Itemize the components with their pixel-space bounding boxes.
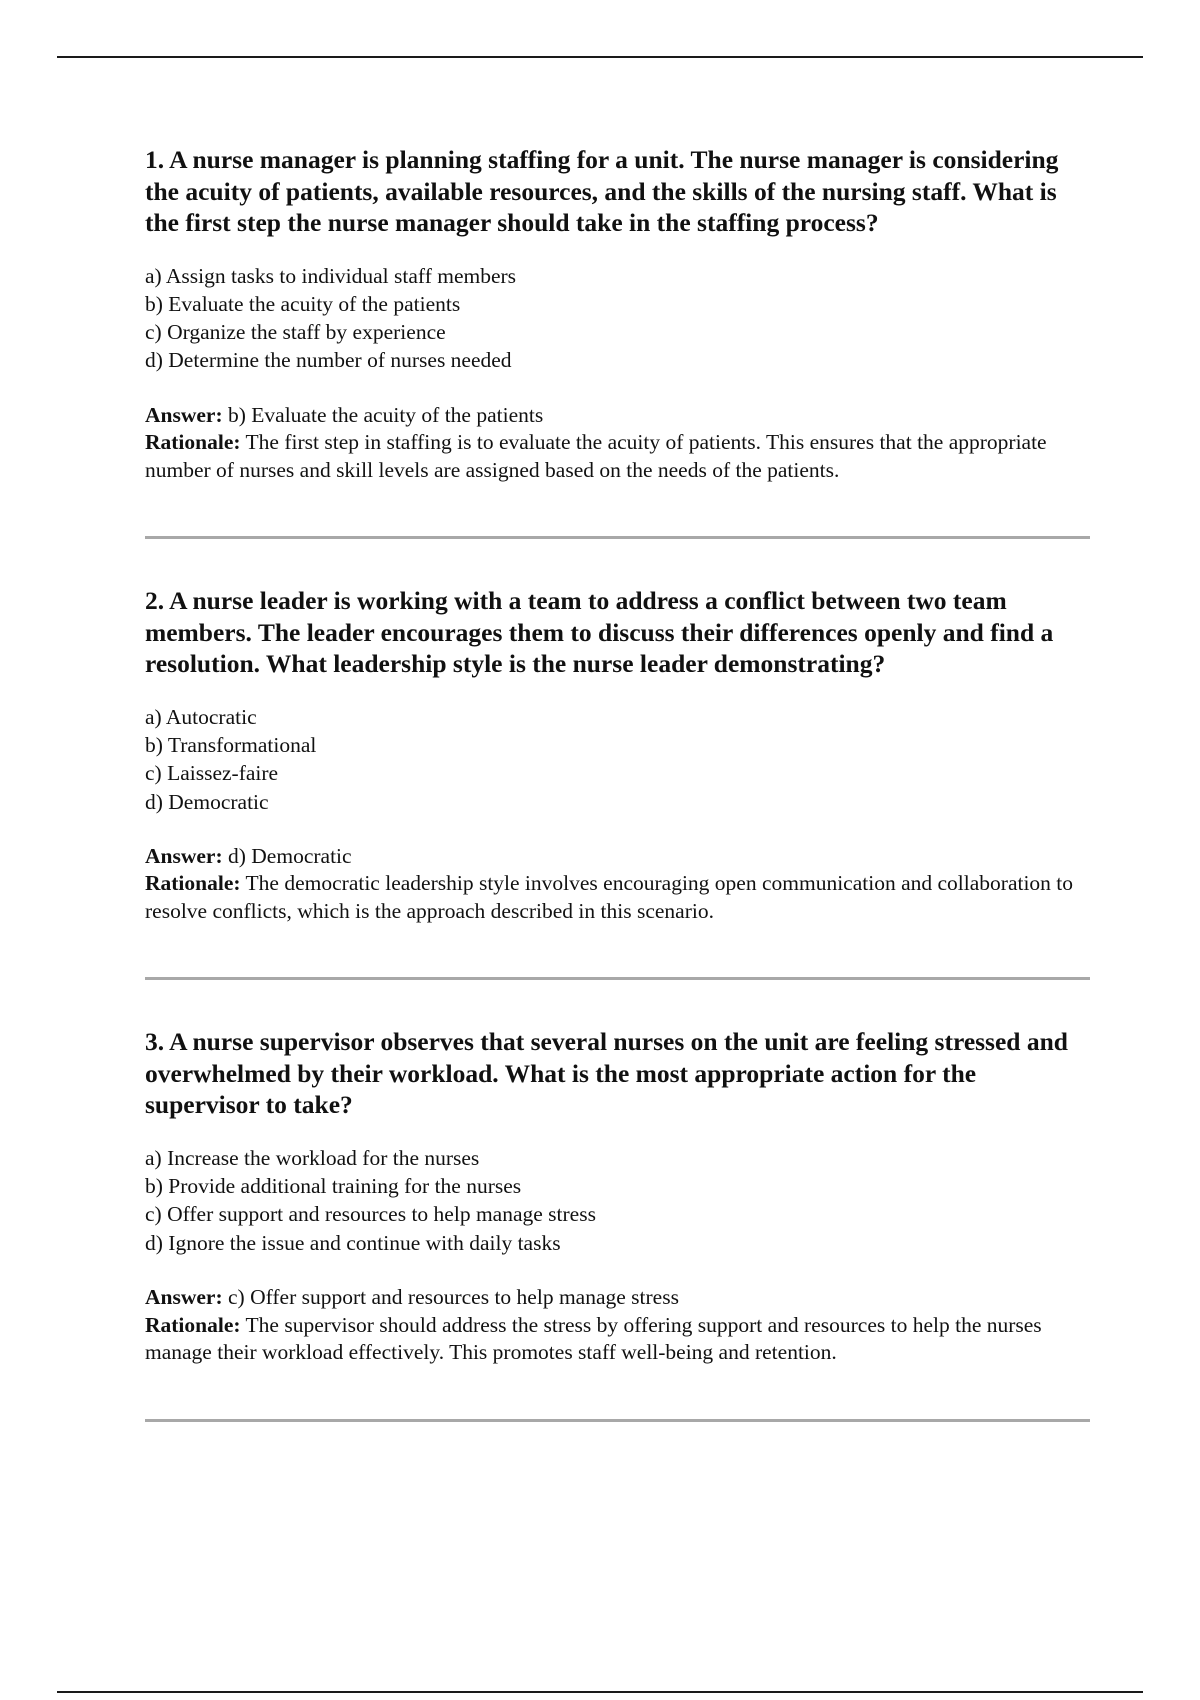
- section-divider: [145, 977, 1090, 980]
- option-b: b) Evaluate the acuity of the patients: [145, 291, 461, 316]
- rationale-label: Rationale:: [145, 871, 241, 896]
- option-b: b) Transformational: [145, 732, 317, 757]
- rationale-text: The supervisor should address the stress by offering support and resources to help the nurses manage their workload effectively. This promotes staff well-being and retention.: [145, 1312, 1042, 1365]
- answer-line: [145, 402, 1090, 430]
- option-list: [145, 262, 1090, 375]
- section-divider: [145, 536, 1090, 539]
- question-text: 2. A nurse leader is working with a team to address a conflict between two team members. The leader encourages them to discuss their differences openly and find a resolution. What leadership style is the nurse leader demonstrating?: [145, 586, 1054, 679]
- answer-block: [145, 402, 1090, 485]
- rationale-line: [145, 1312, 1090, 1367]
- question-3: [145, 1026, 1090, 1366]
- option-d: d) Ignore the issue and continue with daily tasks: [145, 1230, 561, 1255]
- question-2: [145, 585, 1090, 925]
- answer-text: b) Evaluate the acuity of the patients: [228, 402, 544, 427]
- answer-label: Answer:: [145, 1285, 223, 1310]
- answer-label: Answer:: [145, 402, 223, 427]
- rationale-label: Rationale:: [145, 1312, 241, 1337]
- rationale-line: [145, 429, 1090, 484]
- option-a: a) Increase the workload for the nurses: [145, 1145, 480, 1170]
- answer-label: Answer:: [145, 843, 223, 868]
- page-bottom-rule: [57, 1691, 1143, 1693]
- page-top-rule: [57, 56, 1143, 58]
- question-text: 3. A nurse supervisor observes that several nurses on the unit are feeling stressed and overwhelmed by their workload. What is the most appropriate action for the supervisor to take?: [145, 1027, 1068, 1120]
- rationale-label: Rationale:: [145, 430, 241, 455]
- option-c: c) Offer support and resources to help manage stress: [145, 1202, 596, 1227]
- option-d: d) Determine the number of nurses needed: [145, 348, 512, 373]
- option-c: c) Laissez-faire: [145, 761, 279, 786]
- option-c: c) Organize the staff by experience: [145, 320, 446, 345]
- answer-line: [145, 843, 1090, 871]
- answer-text: d) Democratic: [228, 843, 352, 868]
- answer-block: [145, 843, 1090, 926]
- rationale-text: The democratic leadership style involves encouraging open communication and collaboration to resolve conflicts, which is the approach described in this scenario.: [145, 871, 1074, 923]
- answer-block: [145, 1284, 1090, 1367]
- section-divider: [145, 1419, 1090, 1422]
- rationale-line: [145, 870, 1090, 925]
- option-d: d) Democratic: [145, 789, 269, 814]
- option-list: [145, 1144, 1090, 1257]
- question-list: [145, 144, 1090, 1468]
- question-1: [145, 144, 1090, 484]
- rationale-text: The first step in staffing is to evaluate the acuity of patients. This ensures that the appropriate number of nurses and skill levels are assigned based on the needs of the patients.: [145, 430, 1047, 482]
- question-text: 1. A nurse manager is planning staffing for a unit. The nurse manager is considering the acuity of patients, available resources, and the skills of the nursing staff. What is the first step the nurse manager should take in the staffing process?: [145, 145, 1059, 237]
- answer-text: c) Offer support and resources to help manage stress: [228, 1285, 679, 1310]
- option-list: [145, 703, 1090, 816]
- option-a: a) Autocratic: [145, 704, 257, 729]
- option-a: a) Assign tasks to individual staff members: [145, 263, 517, 288]
- answer-line: [145, 1284, 1090, 1312]
- option-b: b) Provide additional training for the nurses: [145, 1174, 522, 1199]
